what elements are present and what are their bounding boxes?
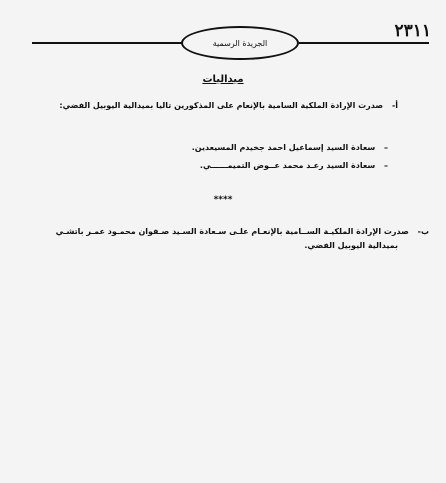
item-b-marker: ب- [417,227,429,236]
item-a-marker: أ- [391,101,398,110]
item-a-text: صدرت الإرادة الملكية السامية بالإنعام على المذكورين تاليا بميدالية اليوبيل الفضي: [59,101,384,110]
header-rule-left [32,42,184,44]
item-b-line1: صدرت الإرادة الملكيـة الســامية بالإنعـام علـى سـعادة السـيد صـفوان محمـود عمـر باتشـي [55,227,409,236]
gazette-title-oval [181,26,299,60]
item-a-paragraph [38,101,398,110]
name-list-item [148,143,388,152]
item-b-paragraph [29,227,429,236]
gazette-title: الجريدة الرسمية [212,38,268,48]
name-list-item [148,161,388,170]
page-number: ٢٣١١ [394,21,431,41]
name-text: سعادة السيد رعـد محمد عــوض التميمــــــي. [199,161,376,170]
header-rule-right [299,42,429,44]
list-bullet: – [384,161,388,170]
name-text: سعادة السيد إسماعيل احمد جخيدم المسيعدين. [191,143,376,152]
item-b-line2: بميدالية اليوبيل الفضي. [304,241,398,250]
separator-stars: **** [213,195,233,205]
list-bullet: – [384,143,388,152]
section-heading: ميداليات [202,74,244,85]
